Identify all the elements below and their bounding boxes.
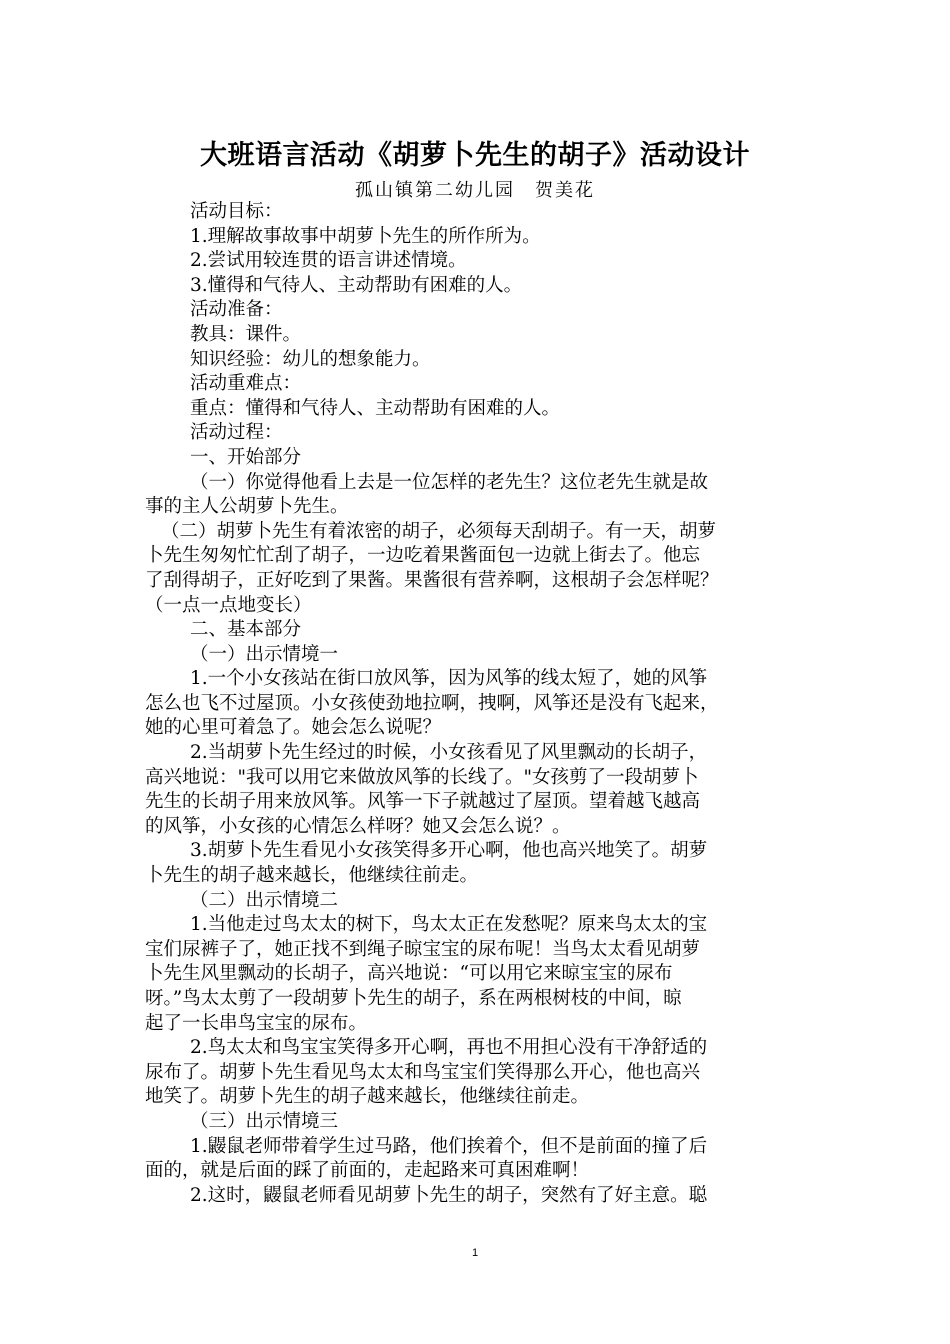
body-line: （一点一点地变长）: [145, 594, 312, 616]
body-line: 了刮得胡子，正好吃到了果酱。果酱很有营养啊，这根胡子会怎样呢？: [145, 569, 719, 591]
body-line: 2.当胡萝卜先生经过的时候，小女孩看见了风里飘动的长胡子，: [190, 742, 708, 764]
body-line: 活动目标：: [190, 201, 283, 222]
body-line: 事的主人公胡萝卜先生。: [145, 496, 349, 518]
body-line: 1.当他走过鸟太太的树下，鸟太太正在发愁呢？原来鸟太太的宝: [190, 914, 708, 936]
body-line: 怎么也飞不过屋顶。小女孩使劲地拉啊，拽啊，风筝还是没有飞起来，: [145, 692, 719, 714]
body-line: 尿布了。胡萝卜先生看见鸟太太和鸟宝宝们笑得那么开心，他也高兴: [145, 1061, 701, 1083]
body-line: 的风筝，小女孩的心情怎么样呀？她又会怎么说？。: [145, 815, 571, 837]
body-line: 面的，就是后面的踩了前面的，走起路来可真困难啊！: [145, 1160, 590, 1182]
body-line: （一）你觉得他看上去是一位怎样的老先生？这位老先生就是故: [190, 471, 709, 493]
body-line: 呀。”鸟太太剪了一段胡萝卜先生的胡子，系在两根树枝的中间，晾: [145, 988, 682, 1009]
body-line: 卜先生风里飘动的长胡子，高兴地说：“可以用它来晾宝宝的尿布: [145, 963, 673, 985]
document-body: [145, 200, 809, 1208]
author-byline: 孤山镇第二幼儿园 贺美花: [355, 180, 595, 201]
document-title: 大班语言活动《胡萝卜先生的胡子》活动设计: [200, 140, 750, 171]
body-line: 卜先生的胡子越来越长，他继续往前走。: [145, 865, 479, 887]
body-line: 2.尝试用较连贯的语言讲述情境。: [190, 250, 467, 272]
body-line: 1.理解故事故事中胡萝卜先生的所作所为。: [190, 225, 541, 247]
body-line: 二、基本部分: [190, 619, 302, 641]
body-line: 活动过程：: [190, 422, 283, 444]
body-line: 起了一长串鸟宝宝的尿布。: [145, 1012, 368, 1034]
body-line: 重点：懂得和气待人、主动帮助有困难的人。: [190, 397, 561, 419]
body-line: （三）出示情境三: [190, 1110, 339, 1132]
body-line: 知识经验：幼儿的想象能力。: [190, 348, 431, 370]
body-line: 3.胡萝卜先生看见小女孩笑得多开心啊，他也高兴地笑了。胡萝: [190, 840, 708, 862]
body-line: 地笑了。胡萝卜先生的胡子越来越长，他继续往前走。: [145, 1086, 590, 1108]
body-line: 教具：课件。: [190, 323, 302, 345]
body-line: （二）出示情境二: [190, 889, 339, 911]
body-line: 活动准备：: [190, 299, 283, 321]
body-line: 1.鼹鼠老师带着学生过马路，他们挨着个，但不是前面的撞了后: [190, 1135, 708, 1157]
body-line: 2.这时，鼹鼠老师看见胡萝卜先生的胡子，突然有了好主意。聪: [190, 1184, 708, 1206]
body-line: 一、开始部分: [190, 446, 302, 468]
body-line: 活动重难点：: [190, 373, 302, 395]
body-line: 先生的长胡子用来放风筝。风筝一下子就越过了屋顶。望着越飞越高: [145, 791, 701, 813]
body-line: 她的心里可着急了。她会怎么说呢？: [145, 717, 442, 739]
body-line: 1.一个小女孩站在街口放风筝，因为风筝的线太短了，她的风筝: [190, 668, 708, 690]
body-line: （二）胡萝卜先生有着浓密的胡子，必须每天刮胡子。有一天，胡萝: [161, 520, 717, 542]
body-line: 高兴地说："我可以用它来做放风筝的长线了。"女孩剪了一段胡萝卜: [145, 766, 699, 788]
page-number: 1: [471, 1247, 479, 1259]
body-line: （一）出示情境一: [190, 643, 339, 665]
body-line: 2.鸟太太和鸟宝宝笑得多开心啊，再也不用担心没有干净舒适的: [190, 1037, 708, 1059]
body-line: 卜先生匆匆忙忙刮了胡子，一边吃着果酱面包一边就上街去了。他忘: [145, 545, 701, 567]
body-line: 宝们尿裤子了，她正找不到绳子晾宝宝的尿布呢！当鸟太太看见胡萝: [145, 938, 701, 960]
body-line: 3.懂得和气待人、主动帮助有困难的人。: [190, 274, 523, 296]
